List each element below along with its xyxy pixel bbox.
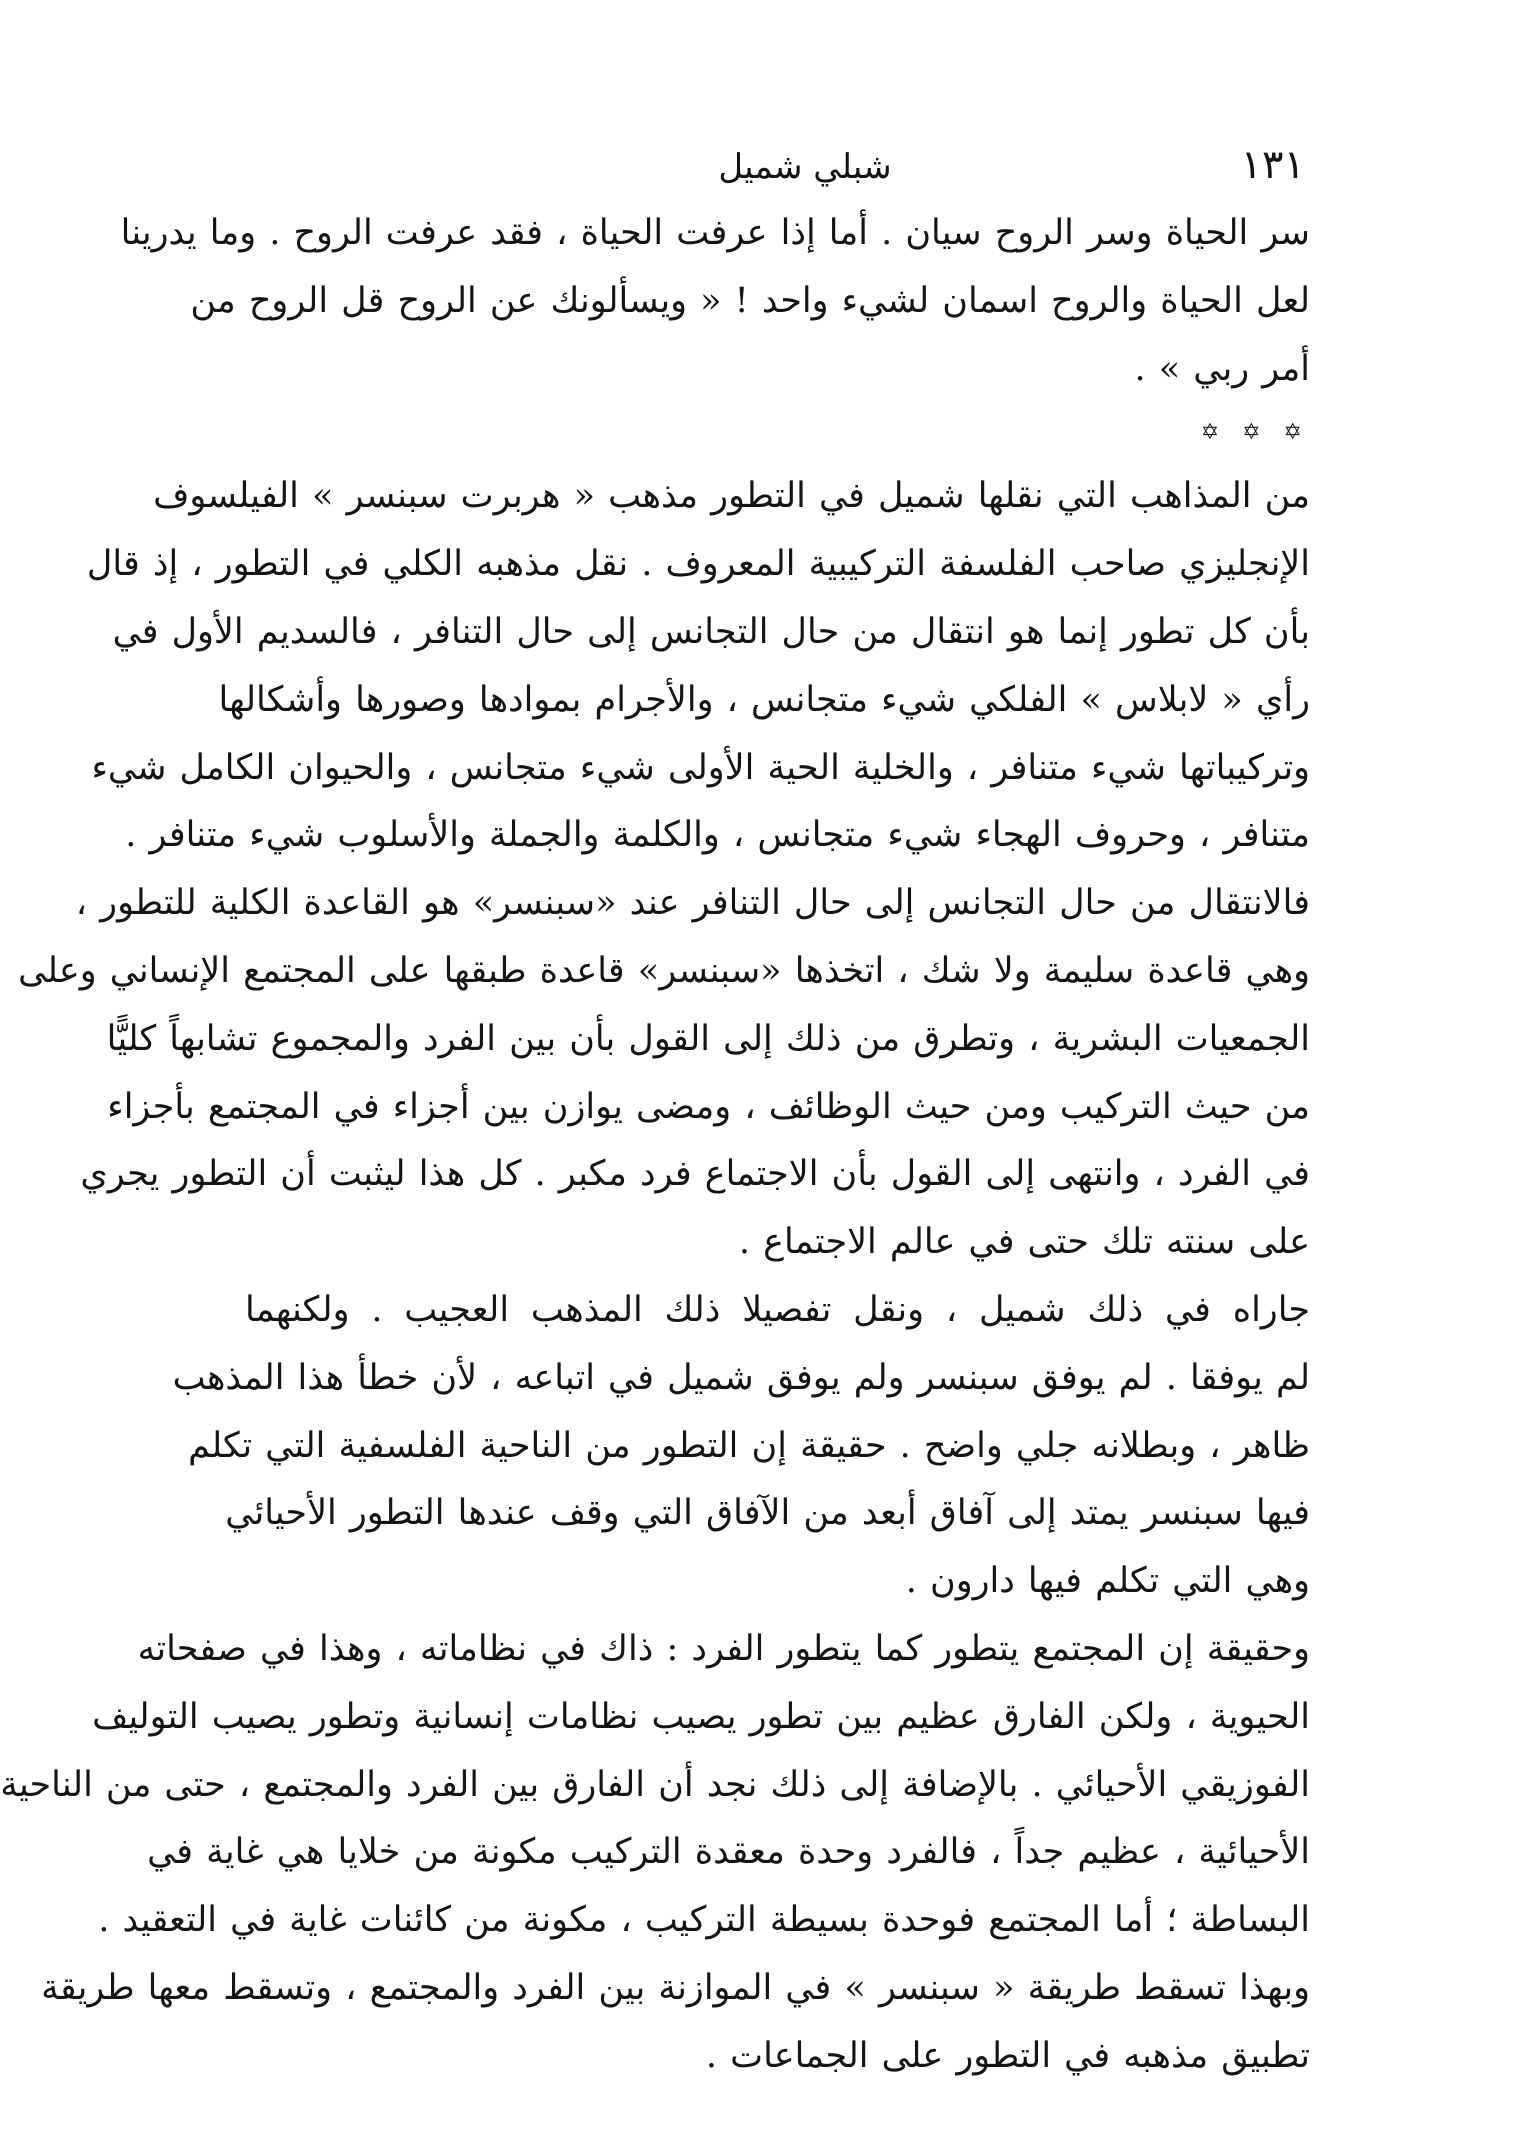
paragraph-3: [172, 1277, 1310, 1616]
text-line: بأن كل تطور إنما هو انتقال من حال التجانس إلى حال التنافر ، فالسديم الأول في: [112, 611, 1310, 652]
text-line: رأي « لابلاس » الفلكي شيء متجانس ، والأجرام بموادها وصورها وأشكالها: [218, 679, 1310, 720]
text-line: وتركيباتها شيء متنافر ، والخلية الحية الأولى شيء متجانس ، والحيوان الكامل شيء: [91, 747, 1310, 788]
text-line: فالانتقال من حال التجانس إلى حال التنافر عند «سبنسر» هو القاعدة الكلية للتطور ،: [75, 883, 1310, 924]
paragraph-4: [0, 1616, 1310, 2091]
text-line: الجمعيات البشرية ، وتطرق من ذلك إلى القول بأن بين الفرد والمجموع تشابهاً كليًّا: [106, 1018, 1310, 1059]
text-line: لعل الحياة والروح اسمان لشيء واحد ! « ويسألونك عن الروح قل الروح من: [190, 280, 1310, 321]
page-number: ١٣١: [1240, 142, 1305, 188]
text-line: وهي قاعدة سليمة ولا شك ، اتخذها «سبنسر» قاعدة طبقها على المجتمع الإنساني وعلى: [18, 950, 1310, 991]
text-line: الأحيائية ، عظيم جداً ، فالفرد وحدة معقدة التركيب مكونة من خلايا هي غاية في: [147, 1832, 1310, 1873]
text-line: سر الحياة وسر الروح سيان . أما إذا عرفت الحياة ، فقد عرفت الروح . وما يدرينا: [120, 213, 1310, 253]
text-line: في الفرد ، وانتهى إلى القول بأن الاجتماع فرد مكبر . كل هذا ليثبت أن التطور يجري: [80, 1154, 1310, 1195]
text-line: ظاهر ، وبطلانه جلي واضح . حقيقة إن التطور من الناحية الفلسفية التي تكلم: [188, 1425, 1310, 1466]
text-line: وبهذا تسقط طريقة « سبنسر » في الموازنة بين الفرد والمجتمع ، وتسقط معها طريقة: [41, 1967, 1310, 2008]
text-line: جاراه في ذلك شميل ، ونقل تفصيلا ذلك المذهب العجيب . ولكنهما: [245, 1289, 1310, 1330]
body-text: [0, 200, 1310, 2091]
text-line: وحقيقة إن المجتمع يتطور كما يتطور الفرد : ذاك في نظاماته ، وهذا في صفحاته: [137, 1628, 1310, 1669]
text-line: من حيث التركيب ومن حيث الوظائف ، ومضى يوازن بين أجزاء في المجتمع بأجزاء: [107, 1086, 1310, 1127]
text-line: أمر ربي » .: [1134, 348, 1310, 389]
text-line: البساطة ؛ أما المجتمع فوحدة بسيطة التركيب ، مكونة من كائنات غاية في التعقيد .: [98, 1900, 1310, 1941]
paragraph-2: [18, 463, 1310, 1277]
text-line: متنافر ، وحروف الهجاء شيء متجانس ، والكلمة والجملة والأسلوب شيء متنافر .: [125, 815, 1310, 856]
text-line: على سنته تلك حتى في عالم الاجتماع .: [738, 1222, 1310, 1263]
page-header: [305, 140, 1305, 200]
text-line: فيها سبنسر يمتد إلى آفاق أبعد من الآفاق التي وقف عندها التطور الأحيائي: [225, 1493, 1310, 1534]
text-line: الحيوية ، ولكن الفارق عظيم بين تطور يصيب نظامات إنسانية وتطور يصيب التوليف: [92, 1696, 1310, 1737]
text-line: من المذاهب التي نقلها شميل في التطور مذهب « هربرت سبنسر » الفيلسوف: [153, 476, 1310, 517]
text-line: الإنجليزي صاحب الفلسفة التركيبية المعروف . نقل مذهبه الكلي في التطور ، إذ قال: [86, 544, 1310, 585]
running-title: شبلي شميل: [718, 147, 892, 187]
text-line: تطبيق مذهبه في التطور على الجماعات .: [705, 2035, 1310, 2076]
text-line: وهي التي تكلم فيها دارون .: [905, 1561, 1310, 1602]
paragraph-1: [120, 200, 1310, 403]
text-line: لم يوفقا . لم يوفق سبنسر ولم يوفق شميل في اتباعه ، لأن خطأ هذا المذهب: [172, 1357, 1310, 1398]
text-line: الفوزيقي الأحيائي . بالإضافة إلى ذلك نجد أن الفارق بين الفرد والمجتمع ، حتى من الناحية: [0, 1764, 1310, 1805]
section-separator-stars-icon: ✡ ✡ ✡: [1200, 420, 1310, 446]
